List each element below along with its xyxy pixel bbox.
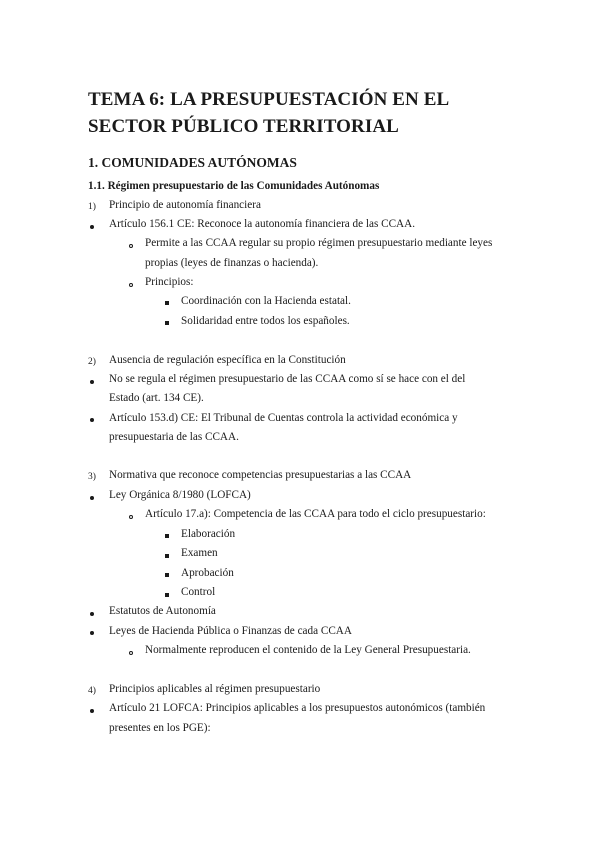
list-item: Elaboración [181, 528, 236, 540]
list-item: Solidaridad entre todos los españoles. [181, 315, 350, 327]
list-item-continuation: Estado (art. 134 CE). [109, 392, 204, 404]
list-item: Artículo 21 LOFCA: Principios aplicables a los presupuestos autonómicos (también [109, 702, 486, 714]
circle-bullet-icon [129, 244, 133, 248]
list-item: Examen [181, 547, 218, 559]
square-bullet-icon [165, 573, 169, 577]
list-item: Control [181, 586, 216, 598]
square-bullet-icon [165, 301, 169, 305]
list-item: Coordinación con la Hacienda estatal. [181, 295, 351, 307]
square-bullet-icon [165, 593, 169, 597]
point-heading: Ausencia de regulación específica en la Constitución [109, 354, 346, 366]
list-item: Estatutos de Autonomía [109, 605, 216, 617]
list-item: Leyes de Hacienda Pública o Finanzas de cada CCAA [109, 625, 352, 637]
list-number: 4) [88, 686, 96, 696]
square-bullet-icon [165, 321, 169, 325]
point-heading: Principio de autonomía financiera [109, 199, 261, 211]
list-item-continuation: presentes en los PGE): [109, 722, 211, 734]
list-item-continuation: presupuestaria de las CCAA. [109, 431, 239, 443]
list-number: 3) [88, 472, 96, 482]
bullet-icon [90, 612, 94, 616]
list-item: No se regula el régimen presupuestario de las CCAA como sí se hace con el del [109, 373, 466, 385]
list-item: Normalmente reproducen el contenido de la Ley General Presupuestaria. [145, 644, 471, 656]
list-item: Ley Orgánica 8/1980 (LOFCA) [109, 489, 251, 501]
page-title: TEMA 6: LA PRESUPUESTACIÓN EN EL SECTOR PÚBLICO TERRITORIAL [88, 89, 449, 137]
list-item: Permite a las CCAA regular su propio régimen presupuestario mediante leyes [145, 237, 493, 249]
section-heading: 1. COMUNIDADES AUTÓNOMAS [88, 155, 297, 170]
square-bullet-icon [165, 534, 169, 538]
list-item: Artículo 17.a): Competencia de las CCAA para todo el ciclo presupuestario: [145, 508, 486, 520]
point-heading: Principios aplicables al régimen presupuestario [109, 683, 321, 695]
list-item: Principios: [145, 276, 194, 288]
bullet-icon [90, 418, 94, 422]
list-item: Artículo 156.1 CE: Reconoce la autonomía financiera de las CCAA. [109, 218, 416, 230]
subsection-heading: 1.1. Régimen presupuestario de las Comunidades Autónomas [88, 180, 380, 192]
list-number: 2) [88, 357, 96, 367]
list-number: 1) [88, 202, 96, 212]
point-heading: Normativa que reconoce competencias presupuestarias a las CCAA [109, 469, 412, 481]
list-item: Aprobación [181, 567, 234, 579]
square-bullet-icon [165, 554, 169, 558]
circle-bullet-icon [129, 283, 133, 287]
bullet-icon [90, 225, 94, 229]
bullet-icon [90, 380, 94, 384]
list-item-continuation: propias (leyes de finanzas o hacienda). [145, 257, 319, 269]
list-item: Artículo 153.d) CE: El Tribunal de Cuentas controla la actividad económica y [109, 412, 458, 424]
bullet-icon [90, 631, 94, 635]
circle-bullet-icon [129, 651, 133, 655]
bullet-icon [90, 709, 94, 713]
bullet-icon [90, 496, 94, 500]
circle-bullet-icon [129, 515, 133, 519]
